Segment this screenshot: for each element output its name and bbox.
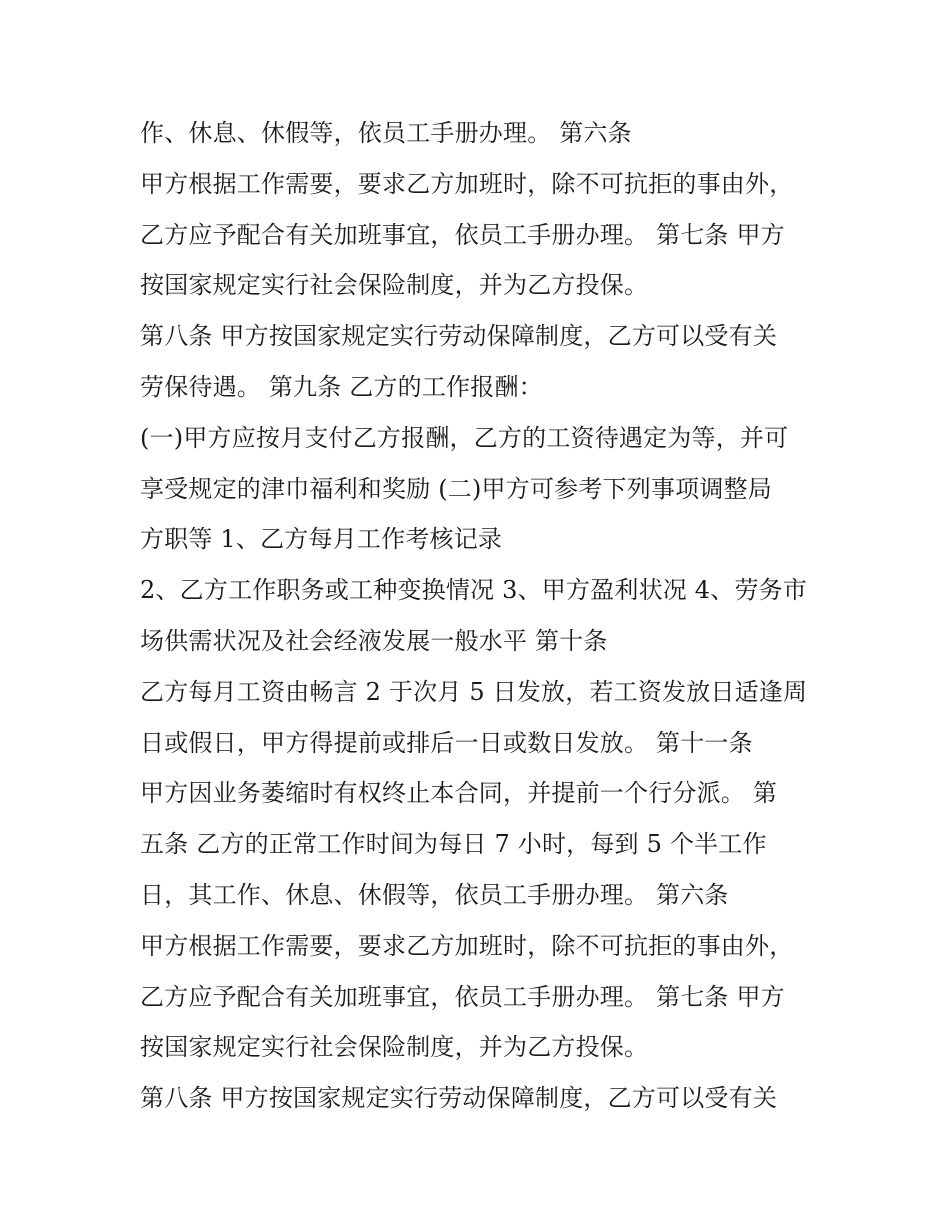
text-line-13: 日或假日，甲方得提前或排后一日或数日发放。 第十一条 [140,728,753,757]
text-line-15: 五条 乙方的正常工作时间为每日 7 小时，每到 5 个半工作 [140,830,767,859]
text-line-3: 乙方应予配合有关加班事宜，依员工手册办理。 第七条 甲方 [140,220,785,249]
text-line-17: 甲方根据工作需要，要求乙方加班时，除不可抗拒的事由外， [140,931,794,960]
text-line-9: 方职等 1、乙方每月工作考核记录 [140,525,503,554]
text-line-6: 劳保待遇。 第九条 乙方的工作报酬： [140,372,543,401]
text-line-10: 2、乙方工作职务或工种变换情况 3、甲方盈利状况 4、劳务市 [140,576,808,605]
text-line-19: 按国家规定实行社会保险制度，并为乙方投保。 [140,1033,649,1062]
text-line-11: 场供需状况及社会经液发展一般水平 第十条 [140,626,608,655]
text-line-1: 作、休息、休假等，依员工手册办理。 第六条 [140,119,632,147]
text-line-12: 乙方每月工资由畅言 2 于次月 5 日发放，若工资发放日适逢周 [140,677,808,706]
text-line-14: 甲方因业务萎缩时有权终止本合同，并提前一个行分派。 第 [140,779,778,808]
text-line-2: 甲方根据工作需要，要求乙方加班时，除不可抗拒的事由外， [140,169,794,198]
text-line-5: 第八条 甲方按国家规定实行劳动保障制度，乙方可以受有关 [140,322,778,351]
text-line-18: 乙方应予配合有关加班事宜，依员工手册办理。 第七条 甲方 [140,982,785,1011]
text-line-4: 按国家规定实行社会保险制度，并为乙方投保。 [140,271,649,300]
document-body [140,108,840,1124]
text-line-16: 日，其工作、休息、休假等，依员工手册办理。 第六条 [140,880,729,909]
text-line-8: 享受规定的津巾福利和奖励 (二)甲方可参考下列事项调整局 [140,474,772,503]
text-line-7: (一)甲方应按月支付乙方报酬，乙方的工资待遇定为等，并可 [140,423,789,452]
text-line-20: 第八条 甲方按国家规定实行劳动保障制度，乙方可以受有关 [140,1084,778,1113]
